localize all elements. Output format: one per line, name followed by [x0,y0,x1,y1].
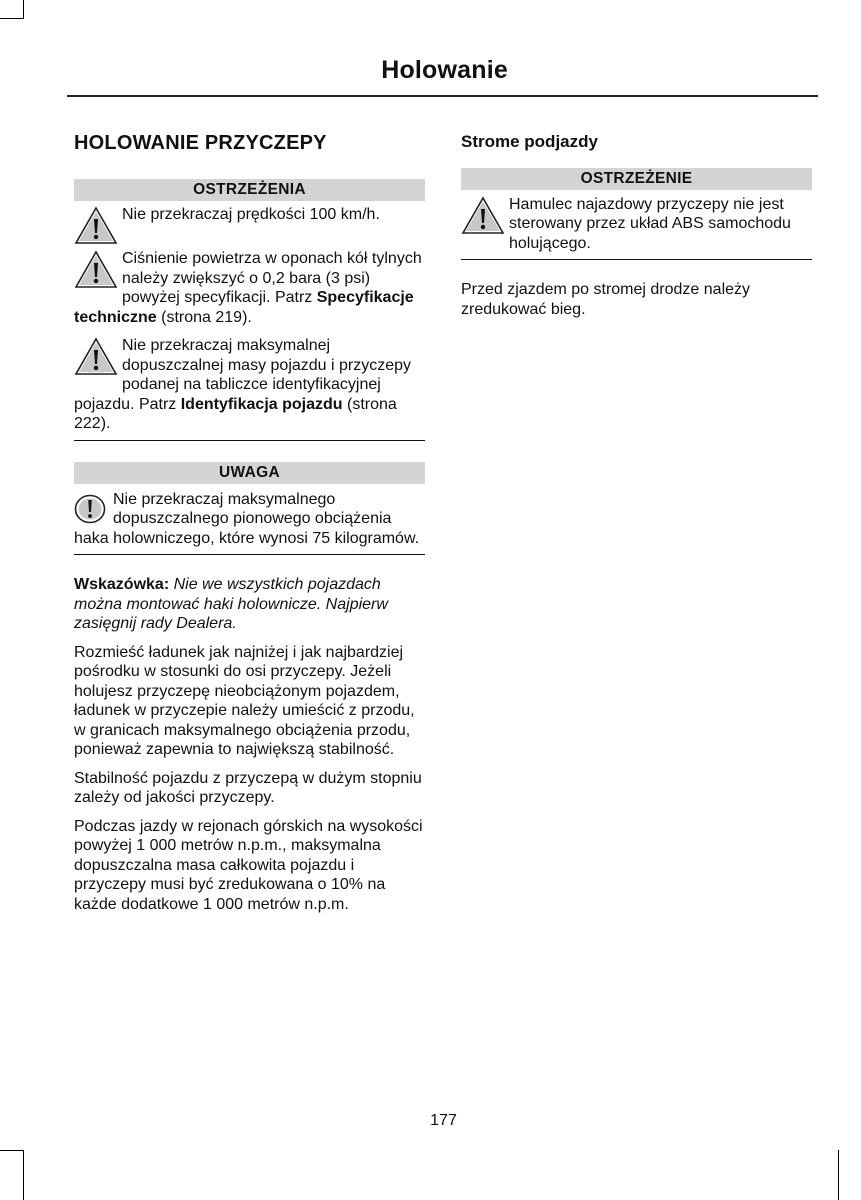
crop-mark [0,1150,24,1151]
section-end-rule [74,440,425,441]
warning-text: Nie przekraczaj prędkości 100 km/h. [122,205,380,223]
section-end-rule [74,554,425,555]
body-paragraph: Stabilność pojazdu z przyczepą w dużym stopniu zależy od jakości przyczepy. [74,769,422,806]
section-end-rule [461,259,812,260]
body-paragraph: Rozmieść ładunek jak najniżej i jak najbardziej pośrodku w stosunki do osi przyczepy. Jeżeli holujesz przyczepę nieobciążonym pojazdem, ładunek w przyczepie należy umieścić z przodu, w granicach maksymalnego obciążenia przodu, ponieważ zapewnia to największą stabilność. [74,643,415,758]
right-column [461,130,812,328]
warning-item [74,336,425,434]
section-title: HOLOWANIE PRZYCZEPY [74,132,327,154]
warning-item [74,205,425,225]
warning-triangle-icon [461,195,505,237]
crop-mark [0,18,24,19]
crop-mark [23,0,24,18]
warning-triangle-icon [74,205,118,247]
cross-reference-link[interactable]: Identyfikacja pojazdu [180,395,343,413]
cross-reference-link[interactable]: Specyfikacje techniczne [74,289,414,326]
warning-text: Hamulec najazdowy przyczepy nie jest sterowany przez układ ABS samochodu holującego. [509,195,791,252]
warning-text: Nie przekraczaj maksymalnej dopuszczalnej masy pojazdu i przyczepy podanej na tabliczce identyfikacyjnej pojazdu. Patrz Identyfikacja pojazdu (strona 222). [74,337,412,432]
body-paragraph: Podczas jazdy w rejonach górskich na wysokości powyżej 1 000 metrów n.p.m., maksymalna dopuszczalna masa całkowita pojazdu i przyczepy musi być zredukowana o 10% na każde dodatkowe 1 000 metrów n.p.m. [74,817,423,913]
warning-banner: OSTRZEŻENIE [461,168,812,190]
warning-triangle-icon [74,336,118,378]
subsection-title: Strome podjazdy [461,132,598,151]
crop-mark [838,1150,839,1200]
header-rule [67,95,818,97]
warning-triangle-icon [74,249,118,291]
warnings-banner: OSTRZEŻENIA [74,179,425,201]
caution-text: Nie przekraczaj maksymalnego dopuszczalnego pionowego obciążenia haka holowniczego, które wynosi 75 kilogramów. [74,490,420,547]
crop-mark [23,1150,24,1200]
body-paragraph: Przed zjazdem po stromej drodze należy zredukować bieg. [461,281,751,318]
caution-banner: UWAGA [74,462,425,484]
page-number: 177 [430,1112,457,1129]
caution-circle-icon [74,492,106,526]
page-header-title: Holowanie [381,56,508,84]
left-column [74,130,425,923]
warning-item [461,195,812,254]
note-label: Wskazówka: [74,576,170,593]
caution-item [74,490,425,549]
warning-item [74,249,425,327]
note-paragraph: Wskazówka: Nie we wszystkich pojazdach można montować haki holownicze. Najpierw zasięgnij rady Dealera. [74,576,388,632]
warning-text: Ciśnienie powietrza w oponach kół tylnych należy zwiększyć o 0,2 bara (3 psi) powyżej specyfikacji. Patrz Specyfikacje techniczne (strona 219). [74,250,422,326]
